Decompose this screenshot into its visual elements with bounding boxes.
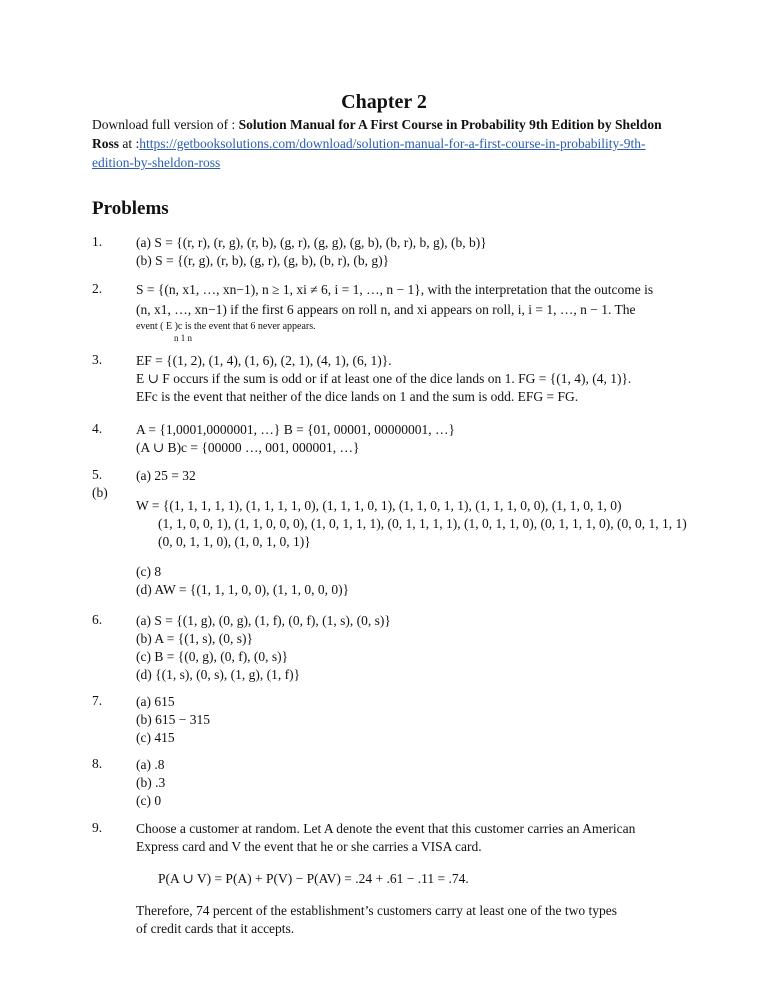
at-label: at : [119, 136, 140, 151]
problem-5-w-line-1: W = {(1, 1, 1, 1, 1), (1, 1, 1, 1, 0), (1, 1, 1, 0, 1), (1, 1, 0, 1, 1), (1, 1, 1, 0, 0), (1, 1, 0, 1, 0) [136, 498, 622, 513]
problem-7b: (b) 615 − 315 [136, 712, 210, 727]
problem-7c: (c) 415 [136, 730, 175, 745]
problem-7a: (a) 615 [136, 694, 175, 709]
problem-number: 5. [92, 467, 103, 482]
problem-3-line-3: EFc is the event that neither of the dice lands on 1 and the sum is odd. EFG = FG. [136, 389, 579, 404]
problem-5d: (d) AW = {(1, 1, 1, 0, 0), (1, 1, 0, 0, 0)} [136, 582, 350, 597]
problem-number: 2. [92, 281, 103, 296]
problem-9-equation: P(A ∪ V) = P(A) + P(V) − P(AV) = .24 + .61 − .11 = .74. [158, 871, 469, 886]
book-title: Solution Manual for A First Course in Probability 9th Edition by Sheldon Ross [92, 117, 662, 151]
problem-2-subscripts: n 1 n [174, 333, 192, 343]
problem-6d: (d) {(1, s), (0, s), (1, g), (1, f)} [136, 667, 301, 682]
problem-5c: (c) 8 [136, 564, 162, 579]
problem-number: 9. [92, 820, 103, 835]
problem-number: 1. [92, 234, 103, 249]
problem-1b: (b) S = {(r, g), (r, b), (g, r), (g, b), (b, r), (b, g)} [136, 253, 390, 268]
problem-9-line-3: Therefore, 74 percent of the establishment’s customers carry at least one of the two types [136, 903, 617, 918]
problem-number: 4. [92, 421, 103, 436]
problem-2-line-1: S = {(n, x1, …, xn−1), n ≥ 1, xi ≠ 6, i = 1, …, n − 1}, with the interpretation that the outcome is [136, 282, 654, 297]
problem-1a: (a) S = {(r, r), (r, g), (r, b), (g, r), (g, g), (g, b), (b, r), b, g), (b, b)} [136, 235, 487, 250]
problem-9-line-4: of credit cards that it accepts. [136, 921, 295, 936]
problem-3-line-2: E ∪ F occurs if the sum is odd or if at least one of the dice lands on 1. FG = {(1, 4), (4, 1)}. [136, 371, 632, 386]
problem-6c: (c) B = {(0, g), (0, f), (0, s)} [136, 649, 289, 664]
section-heading: Problems [92, 198, 169, 219]
problem-4-line-1: A = {1,0001,0000001, …} B = {01, 00001, 00000001, …} [136, 422, 456, 437]
problem-9-line-2: Express card and V the event that he or she carries a VISA card. [136, 839, 482, 854]
download-note [92, 115, 682, 172]
problem-number: 8. [92, 756, 103, 771]
problem-5-w-line-2: (1, 1, 0, 0, 1), (1, 1, 0, 0, 0), (1, 0, 1, 1, 1), (0, 1, 1, 1, 1), (1, 0, 1, 1, 0), (0, 1, 1, 1, 0), (0, 0, 1, 1, 1) [158, 516, 687, 531]
problem-number: 6. [92, 612, 103, 627]
problem-6a: (a) S = {(1, g), (0, g), (1, f), (0, f), (1, s), (0, s)} [136, 613, 391, 628]
problem-5-w-line-3: (0, 0, 1, 1, 0), (1, 0, 1, 0, 1)} [158, 534, 311, 549]
download-prefix: Download full version of : [92, 117, 239, 132]
problem-6b: (b) A = {(1, s), (0, s)} [136, 631, 253, 646]
problem-2-line-3: event ( E )c is the event that 6 never appears. [136, 321, 316, 332]
problem-3-line-1: EF = {(1, 2), (1, 4), (1, 6), (2, 1), (4, 1), (6, 1)}. [136, 353, 392, 368]
problem-8b: (b) .3 [136, 775, 166, 790]
problem-number: 7. [92, 693, 103, 708]
problem-2-line-2: (n, x1, …, xn−1) if the first 6 appears on roll n, and xi appears on roll, i, i = 1, …, n − 1. The [136, 302, 636, 317]
download-link[interactable]: https://getbooksolutions.com/download/solution-manual-for-a-first-course-in-probability-9th-edition-by-sheldon-ross [92, 136, 646, 170]
problem-8a: (a) .8 [136, 757, 165, 772]
problem-9-line-1: Choose a customer at random. Let A denote the event that this customer carries an American [136, 821, 636, 836]
problem-5b-label: (b) [92, 485, 108, 500]
problem-4-line-2: (A ∪ B)c = {00000 …, 001, 000001, …} [136, 440, 360, 455]
problem-5a: (a) 25 = 32 [136, 468, 196, 483]
problem-8c: (c) 0 [136, 793, 162, 808]
chapter-title: Chapter 2 [341, 91, 427, 113]
problem-number: 3. [92, 352, 103, 367]
